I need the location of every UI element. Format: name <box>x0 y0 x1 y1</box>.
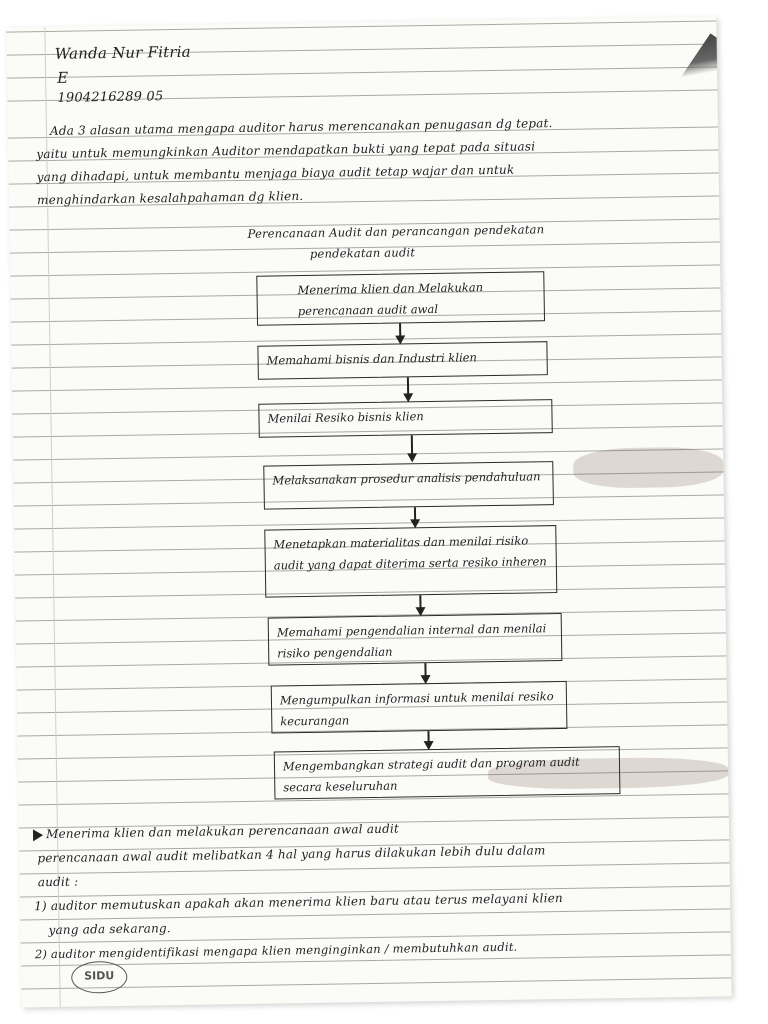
flow-step-label: Mengumpulkan informasi untuk menilai resiko kecurangan <box>279 689 554 729</box>
flow-step-label: Memahami pengendalian internal dan menilai risiko pengendalian <box>276 621 547 661</box>
intro-line: menghindarkan kesalahpahaman dg klien. <box>36 188 304 208</box>
flow-step-8 <box>274 746 621 799</box>
student-id: 1904216289 05 <box>57 89 164 106</box>
flow-step-7 <box>271 681 568 734</box>
triangle-bullet-icon <box>33 829 43 841</box>
flow-step-1 <box>256 271 545 326</box>
flow-step-5 <box>264 525 557 598</box>
intro-line: yang dihadapi, untuk membantu menjaga biaya audit tetap wajar dan untuk <box>36 162 515 185</box>
flow-step-label: Menerima klien dan Melakukan perencanaan audit awal <box>297 280 484 319</box>
down-arrow-icon <box>407 453 417 462</box>
flow-step-label: Menetapkan materialitas dan menilai risiko audit yang dapat diterima serta resiko inheren <box>273 533 547 573</box>
flow-step-label: Menilai Resiko bisnis klien <box>267 409 424 426</box>
page-corner-shadow <box>677 33 732 100</box>
flow-step-label: Melaksanakan prosedur analisis pendahuluan <box>272 469 541 488</box>
notes-item-1: 1) auditor memutuskan apakah akan menerima klien baru atau terus melayani klien <box>34 891 564 914</box>
flow-step-label: Memahami bisnis dan Industri klien <box>266 350 478 368</box>
intro-line: Ada 3 alasan utama mengapa auditor harus merencanakan penugasan dg tepat. <box>49 116 553 138</box>
paper-brand-stamp: SIDU <box>71 961 127 994</box>
flow-step-6 <box>268 613 563 666</box>
notes-item-2: 2) auditor mengidentifikasi mengapa klien menginginkan / membutuhkan audit. <box>34 939 518 962</box>
notes-line: audit : <box>37 874 79 890</box>
flow-step-3 <box>258 399 552 438</box>
flow-step-2 <box>257 341 547 380</box>
student-class: E <box>57 68 69 87</box>
notes-line: perencanaan awal audit melibatkan 4 hal yang harus dilakukan lebih dulu dalam <box>37 843 546 866</box>
notes-item-1-cont: yang ada sekarang. <box>48 921 171 938</box>
paper-stain <box>573 446 724 488</box>
diagram-subtitle: pendekatan audit <box>309 245 416 261</box>
intro-line: yaitu untuk memungkinkan Auditor mendapatkan bukti yang tepat pada situasi <box>36 139 536 162</box>
flow-step-4 <box>263 461 554 510</box>
notebook-page <box>6 16 731 1007</box>
student-name: Wanda Nur Fitria <box>54 42 191 63</box>
diagram-title: Perencanaan Audit dan perancangan pendekatan <box>247 222 545 241</box>
notes-heading <box>33 822 399 842</box>
flow-step-label: Mengembangkan strategi audit dan program audit secara keseluruhan <box>282 754 580 795</box>
notes-heading-text: Menerima klien dan melakukan perencanaan awal audit <box>45 821 400 842</box>
